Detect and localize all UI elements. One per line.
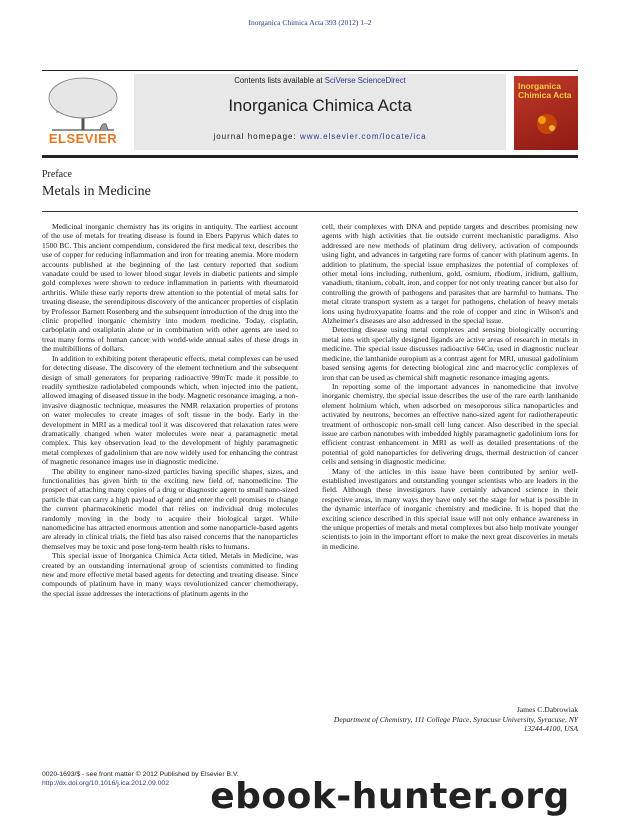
section-label: Preface [42, 169, 72, 180]
author-name: James C.Dabrowiak [516, 705, 578, 714]
contents-prefix: Contents lists available at [234, 76, 325, 85]
right-paragraph-4: Many of the articles in this issue have been contributed by senior well-established investigators and outstanding younger scientists who are leaders in the field. Although these investigators have certainly advanced science in their respective areas, in many ways they have only set the stage for what is possible in the dynamic interface of inorganic chemistry and medicine. It is hoped that the exciting science described in this special issue will not only enhance awareness in the unique properties of metals and metal complexes but also help motivate younger scientists to join in the important effort to make the next great discoveries in metals in medicine. [322, 466, 579, 551]
contents-available-line [134, 76, 506, 85]
author-signature [322, 705, 578, 734]
right-paragraph-1: cell, their complexes with DNA and peptide targets and describes promising new agents with high activities that lie outside current mechanistic paradigms. Also addressed are new methods of platinum drug delivery, activation of compounds using light, and advances in targeting rare forms of cancer with platinum agents. In addition to platinum, the special issue emphasizes the potential of complexes of other metal ions including, ruthenium, gold, osmium, rhodium, iridium, gallium, vanadium, titanium, cobalt, iron, and copper for not only treating cancer but also for controlling the growth of pathogens and parasites that are harmful to humans. The metal citrate transport system as a target for pathogens, chelation of heavy metals ions using hydroxyapatite foams and the role of copper and zinc in Wilson's and Alzheimer's diseases are also addressed in the special issue. [322, 222, 578, 326]
journal-title: Inorganica Chimica Acta [228, 96, 412, 115]
right-paragraph-3: In reporting some of the important advances in nanomedicine that involve inorganic chemistry, the special issue describes the use of the rare earth lanthanide element holmium which, when adsorbed on mesoporous silica nanoparticles and activated by neutrons, becomes an effective nano-sized agent for radiotherapeutic treatment of orthoscopic non-small cell lung cancer. Also described in the special issue are carbon nanotubes with imbedded highly paramagnetic gadolinium ions for efficient contrast enhancement in MRI as well as detailed presentations of the potential of gold nanoparticles for delivering drugs, thermal destruction of cancer cells and sensing in diagnostic medicine. [322, 381, 578, 467]
masthead-bottom-rule [42, 155, 578, 158]
cover-molecule-icon [532, 110, 562, 138]
title-rule [42, 211, 578, 212]
left-column [42, 222, 298, 598]
journal-homepage-line [134, 132, 506, 141]
left-paragraph-1: Medicinal inorganic chemistry has its origins in antiquity. The earliest account of the use of metals for treating disease is found in Ebers Papyrus which dates to 1500 BC. This ancient compendium, considered the first medical text, describes the use of copper for reducing inflammation and iron for treating anemia. More modern accounts published at the beginning of the last century reported that sodium vanadate could be used to lower blood sugar levels in diabetic patients and simple gold complexes were shown to reduce inflammation in patients with rheumatoid arthritis. While these early reports drew attention to the potential of metal salts for treating disease, the serendipitous discovery of the anticancer properties of cisplatin by Professor Barnett Rosenberg and the subsequent introduction of the drug into the clinic propelled inorganic chemistry into modern medicine. Today, cisplatin, carboplatin and oxaliplatin alone or in combination with other agents are used to treat many forms of human cancer with world-wide annual sales of these drugs in the multibillions of dollars. [42, 222, 298, 354]
elsevier-wordmark: ELSEVIER [48, 131, 118, 146]
sciverse-link[interactable]: SciVerse ScienceDirect [324, 76, 406, 85]
doi-link[interactable]: http://dx.doi.org/10.1016/j.ica.2012.09.002 [42, 780, 169, 787]
journal-reference: Inorganica Chimica Acta 393 (2012) 1–2 [248, 18, 372, 27]
journal-cover-thumbnail [514, 76, 578, 150]
homepage-prefix: journal homepage: [213, 132, 300, 141]
right-paragraph-2: Detecting disease using metal complexes and sensing biologically occurring metal ions with specially designed ligands are active areas of research in metals in medicine. The special issue discusses radioactive 64Cu, used in diagnostic nuclear medicine, the lanthanide europium as a contrast agent for MRI, unusual gadolinium based sensing agents for detecting biological zinc and macrocyclic complexes of iron that can be used as chemical shift magnetic resonance imaging agents. [322, 325, 578, 382]
homepage-url-link[interactable]: www.elsevier.com/locate/ica [299, 132, 427, 141]
masthead-top-rule [42, 70, 578, 71]
watermark-text: ebook-hunter.org [210, 776, 570, 817]
left-paragraph-3: The ability to engineer nano-sized particles having specific shapes, sizes, and functionalities has given birth to the exciting new field of, nanomedicine. The prospect of attaching many copies of a drug or diagnostic agent to small nano-sized particle that can carry a high payload of agent and enter the cell promises to change the current pharmacokinetic model that relies on individual drug molecules randomly moving in the body to acquire their biological target. While nanomedicine has attracted enormous attention and some nanoparticle-based agents are already in clinical trials, the field has also raised concerns that the nanoparticles themselves may be toxic and pose long-term health risks to humans. [42, 466, 298, 551]
author-affiliation: Department of Chemistry, 111 College Place, Syracuse University, Syracuse, NY 13244-4100, USA [333, 714, 578, 734]
cover-title: Inorganica Chimica Acta [518, 81, 572, 100]
right-column [322, 222, 578, 551]
copyright-line: 0020-1693/$ - see front matter © 2012 Published by Elsevier B.V. [42, 771, 239, 778]
left-paragraph-2: In addition to exhibiting potent therapeutic effects, metal complexes can be used for detecting disease. The discovery of the element technetium and the subsequent design of small generators for preparing radioactive 99mTc made it possible to readily synthesize radiolabeled compounds which, when injected into the patient, allowed imaging of diseased tissue in the body. Magnetic resonance imaging, a non-invasive diagnostic technique, measures the NMR relaxation properties of protons on water molecules to create images of soft tissue in the body. Early in the development in MRI as a medical tool it was discovered that relaxation rates were dramatically changed when water molecules were near a paramagnetic metal complex. This key observation lead to the development of highly paramagnetic metal complexes of gadolinium that are now widely used for enhancing the contrast of magnetic resonance images use in diagnostic medicine. [42, 353, 298, 467]
left-paragraph-4: This special issue of Inorganica Chimica Acta titled, Metals in Medicine, was created by an outstanding international group of scientists committed to finding new and more effective metal based agents for detecting and treating disease. Since compounds of platinum have in many ways revolutionized cancer chemotherapy, the special issue addresses the interactions of platinum agents in the [42, 551, 298, 598]
article-title: Metals in Medicine [42, 184, 151, 199]
